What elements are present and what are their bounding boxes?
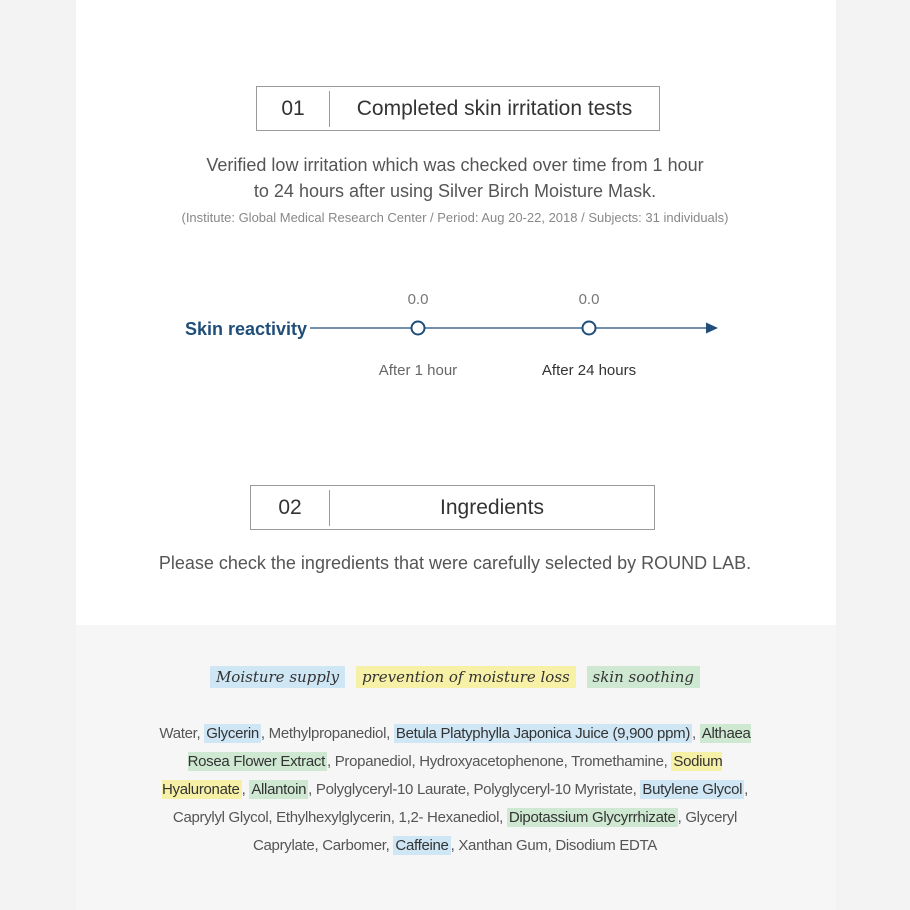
chart-value-label-2: 0.0 <box>578 291 600 308</box>
section-2-title-box <box>250 485 655 530</box>
skin-reactivity-chart <box>0 285 910 395</box>
chart-point-2 <box>583 322 596 335</box>
legend-skin-soothing: skin soothing <box>587 666 701 688</box>
ingredient-text: , Glyceryl Caprylate, Carbomer, <box>252 809 738 854</box>
study-note: (Institute: Global Medical Research Center / Period: Aug 20-22, 2018 / Subjects: 31 individuals) <box>181 210 729 225</box>
section-1-number: 01 <box>257 91 330 127</box>
section-1-description <box>0 152 910 204</box>
ingredient-list <box>150 720 760 860</box>
chart-y-label: Skin reactivity <box>185 319 308 339</box>
legend-moisture-supply: Moisture supply <box>210 666 345 688</box>
chart-point-1 <box>412 322 425 335</box>
section-1-title-box <box>256 86 660 131</box>
description-line-1: Verified low irritation which was checked over time from 1 hour <box>206 155 704 175</box>
section-2-title: Ingredients <box>440 495 544 519</box>
highlighted-ingredient: Allantoin <box>251 781 307 798</box>
section-1-title: Completed skin irritation tests <box>356 96 633 120</box>
chart-category-label-1: After 1 hour <box>378 362 458 379</box>
ingredient-text: , Polyglyceryl-10 Laurate, Polyglyceryl-10 Myristate, <box>308 781 641 798</box>
highlighted-ingredient: Glycerin <box>206 725 259 742</box>
ingredient-text: , <box>241 781 250 798</box>
highlighted-ingredient: Butylene Glycol <box>642 781 743 798</box>
ingredient-legend <box>0 668 910 686</box>
highlighted-ingredient: Caffeine <box>395 837 449 854</box>
ingredient-text: , Methylpropanediol, <box>260 725 394 742</box>
ingredient-text: , Xanthan Gum, Disodium EDTA <box>450 837 658 854</box>
section-2-number: 02 <box>251 490 330 526</box>
highlighted-ingredient: Dipotassium Glycyrrhizate <box>508 809 676 826</box>
chart-value-label-1: 0.0 <box>407 291 429 308</box>
legend-moisture-loss: prevention of moisture loss <box>356 666 576 688</box>
description-line-2: to 24 hours after using Silver Birch Moisture Mask. <box>253 181 657 201</box>
ingredient-text: , <box>692 725 700 742</box>
chart-axis-arrow <box>706 323 718 334</box>
section-2-description: Please check the ingredients that were carefully selected by ROUND LAB. <box>158 553 752 573</box>
highlighted-ingredient: Sodium Hyaluronate <box>161 753 723 798</box>
highlighted-ingredient: Betula Platyphylla Japonica Juice (9,900 ppm) <box>395 725 691 742</box>
chart-category-label-2: After 24 hours <box>541 362 637 379</box>
ingredient-text: , Caprylyl Glycol, Ethylhexylglycerin, 1,2- Hexanediol, <box>172 781 749 826</box>
ingredient-text: , Propanediol, Hydroxyacetophenone, Tromethamine, <box>326 753 672 770</box>
ingredient-text: Water, <box>159 725 205 742</box>
highlighted-ingredient: Althaea Rosea Flower Extract <box>187 725 751 770</box>
